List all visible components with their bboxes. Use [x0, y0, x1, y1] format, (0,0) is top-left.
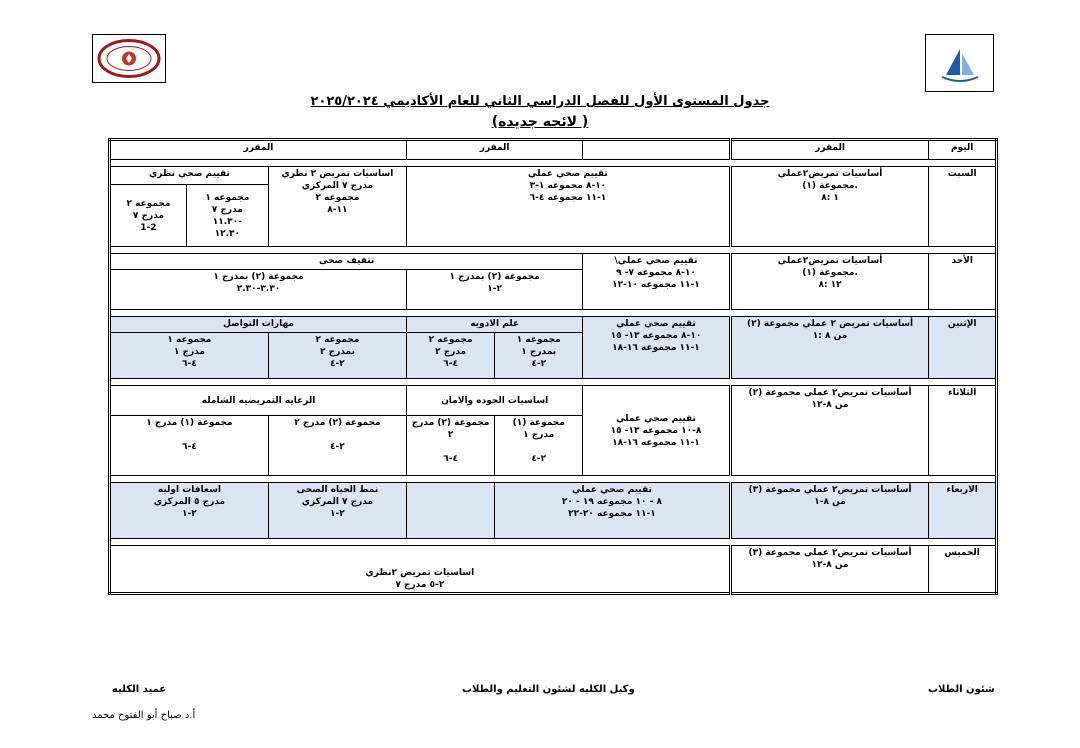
faculty-logo [925, 34, 994, 92]
header-day: اليوم [929, 140, 997, 160]
footer-dean: عميد الكليه [112, 684, 167, 695]
thu-health-fundamentals: أساسيات تمريض٢ عملي مجموعة (٣) من ٨-١٢ [730, 546, 929, 594]
header-row [110, 140, 997, 160]
mon-communication: مهارات التواصل [110, 317, 407, 333]
header-course-2a [583, 140, 730, 160]
day-thursday: الخميس [929, 546, 997, 594]
day-monday: الإثنين [929, 317, 997, 379]
day-tuesday: الثلاثاء [929, 386, 997, 476]
schedule-subtitle: ( لائحه جديده) [491, 114, 589, 130]
university-seal-logo [92, 34, 166, 83]
sun-education-b: مجموعة (٢) بمدرج ١ ٣.٣٠-٢.٣٠ [110, 270, 407, 310]
mon-pharm-group2: مجموعه ٢ مدرج ٢ ٤-٦ [407, 333, 495, 379]
mon-pharm-group1: مجموعه ١ بمدرج ١ ٢-٤ [495, 333, 583, 379]
header-course-2: المقرر [407, 140, 583, 160]
row-sunday [110, 254, 997, 270]
sun-health-assessment: تقييم صحي عملي\ ١٠-٨ مجموعه ٧- ٩ ١-١١ مجموعه ١٠-١٢ [583, 254, 730, 310]
tue-holistic-care: الرعايه التمريضيه الشامله [110, 386, 407, 416]
day-sunday: الأحد [929, 254, 997, 310]
sun-health-education: تثقيف صحى [110, 254, 583, 270]
tue-health-assessment: تقييم صحي عملي ٨-١٠ مجموعه ١٣- ١٥ ١-١١ مجموعه ١٦-١٨ [583, 386, 730, 476]
row-thursday [110, 546, 997, 594]
row-wednesday [110, 483, 997, 539]
schedule-title: جدول المستوى الأول للفصل الدراسي الثاني للعام الأكاديمي ٢٠٢٥/٢٠٢٤ [310, 94, 770, 109]
tue-care-group1: مجموعة (١) مدرج ١ ٤-٦ [110, 416, 269, 476]
footer-student-affairs: شئون الطلاب [928, 684, 995, 695]
row-tuesday [110, 386, 997, 416]
mon-pharmacology: علم الادويه [407, 317, 583, 333]
day-wednesday: الاربعاء [929, 483, 997, 539]
mon-comm-group2: مجموعه ٢ بمدرج ٢ ٢-٤ [268, 333, 406, 379]
footer-dean-signature: أ.د صباح أبو الفتوح محمد [92, 710, 196, 721]
schedule-table [108, 138, 998, 595]
sat-assessment-group2: مجموعه ٢ مدرج ٧ 1-2 [110, 185, 187, 247]
mon-health-assessment: تقييم صحي عملي ١٠-٨ مجموعه ١٣- ١٥ ١-١١ مجموعه ١٦-١٨ [583, 317, 730, 379]
sat-assessment-theory: تقييم صحي نظري [110, 167, 269, 185]
mon-health-fundamentals: أساسيات تمريض ٢ عملي مجموعة (٢) من ٨ :١ [730, 317, 929, 379]
wed-empty [407, 483, 495, 539]
day-saturday: السبت [929, 167, 997, 247]
header-course-1: المقرر [730, 140, 929, 160]
tue-care-group2: مجموعة (٢) مدرج ٢ ٢-٤ [268, 416, 406, 476]
footer-vice-dean: وكيل الكليه لشئون التعليم والطلاب [462, 684, 635, 695]
tue-health-fundamentals: أساسيات تمريض٢ عملي مجموعة (٢) من ٨-١٢ [730, 386, 929, 476]
thu-nursing-theory: اساسيات تمريض ٢نظري ٢-٥ مدرج ٧ [110, 546, 731, 594]
mon-comm-group1: مجموعه ١ مدرج ١ ٤-٦ [110, 333, 269, 379]
row-saturday [110, 167, 997, 185]
header-course-3: المقرر [110, 140, 407, 160]
sun-health-fundamentals: أساسيات تمريض٢عملي .مجموعة (١) ١٢ :٨ [730, 254, 929, 310]
wed-health-fundamentals: أساسيات تمريض٢ عملي مجموعة (٣) من ٨-١ [730, 483, 929, 539]
row-monday [110, 317, 997, 333]
tue-quality-group2: مجموعة (٢) مدرج ٢ ٤-٦ [407, 416, 495, 476]
sat-health-fundamentals: أساسيات تمريض٢عملي .مجموعة (١) ١ :٨ [730, 167, 929, 247]
sat-nursing-theory: اساسيات تمريض ٢ نظري مدرج ٧ المركزي مجموعه ٢ ١١-٨ [268, 167, 406, 247]
sun-education-a: مجموعة (٢) بمدرج ١ ٢-١ [407, 270, 583, 310]
wed-health-assessment: تقييم صحي عملي ٨ - ١٠ مجموعه ١٩ - ٢٠ ١-١١ مجموعه ٢٠-٢٢ [495, 483, 731, 539]
wed-healthy-lifestyle: نمط الحياه الصحى مدرج ٧ المركزي ٢-١ [268, 483, 406, 539]
sat-assessment-group1: مجموعه ١ مدرج ٧ -١١.٣٠ ١٢.٣٠ [186, 185, 268, 247]
tue-quality-safety: اساسيات الجوده والامان [407, 386, 583, 416]
wed-first-aid: اسعافات اوليه مدرج ٥ المركزي ٢-١ [110, 483, 269, 539]
tue-quality-group1: مجموعة (١) مدرج ١ ٢-٤ [495, 416, 583, 476]
sat-health-assessment: تقييم صحي عملي ١٠-٨ مجموعه ١-٣ ١-١١ مجموعه ٤-٦ [407, 167, 731, 247]
